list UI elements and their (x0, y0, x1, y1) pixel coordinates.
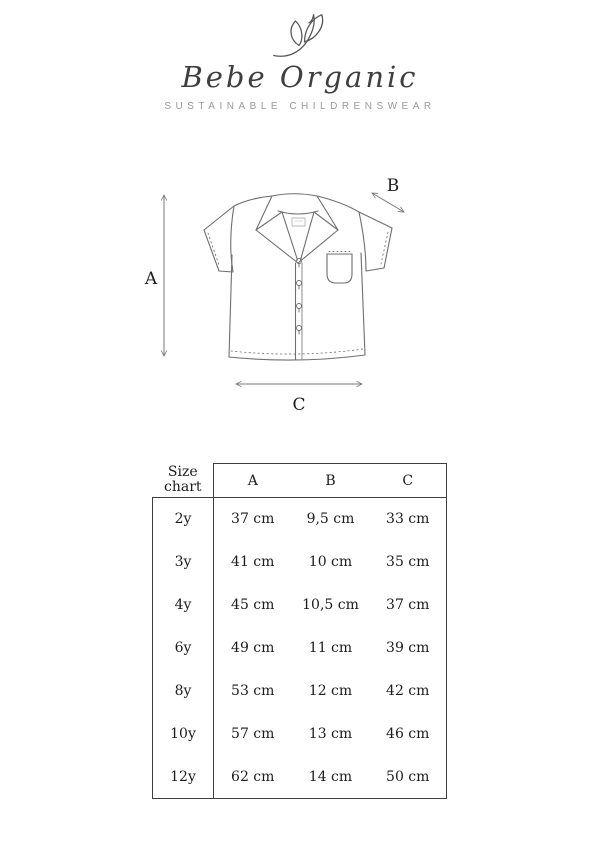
garment-diagram (0, 160, 600, 430)
size-label: 2y (153, 498, 214, 541)
table-row (153, 584, 447, 627)
value-b: 9,5 cm (306, 511, 355, 528)
size-label: 10y (153, 713, 214, 756)
value-a: 45 cm (231, 597, 275, 613)
table-row (153, 627, 447, 670)
value-a: 57 cm (231, 726, 275, 742)
table-row (153, 670, 447, 713)
value-c: 39 cm (370, 627, 447, 670)
value-c: 35 cm (370, 541, 447, 584)
value-a: 53 cm (231, 683, 275, 699)
measure-label-b: B (386, 176, 400, 196)
branch-icon (271, 12, 329, 60)
column-header-a: A (214, 464, 292, 498)
size-label: 6y (153, 627, 214, 670)
value-b: 10,5 cm (302, 597, 359, 613)
column-header-b: B (292, 464, 370, 498)
size-chart-corner-label: Size chart (153, 464, 214, 498)
value-c: 42 cm (370, 670, 447, 713)
size-label: 12y (153, 756, 214, 799)
size-table-section (152, 463, 447, 799)
table-row (153, 541, 447, 584)
value-c: 50 cm (370, 756, 447, 799)
button-icons (297, 259, 302, 335)
value-b: 10 cm (308, 554, 353, 570)
size-label: 4y (153, 584, 214, 627)
measure-label-c: C (292, 395, 306, 415)
value-b: 12 cm (308, 683, 353, 699)
value-b: 11 cm (308, 640, 353, 656)
size-table (152, 463, 447, 799)
value-a: 49 cm (231, 640, 275, 656)
value-c: 37 cm (370, 584, 447, 627)
value-a: 37 cm (231, 511, 275, 528)
column-header-c: C (370, 464, 447, 498)
size-label: 3y (153, 541, 214, 584)
value-b: 13 cm (308, 726, 353, 742)
value-c: 33 cm (370, 498, 447, 541)
table-row (153, 498, 447, 541)
size-label: 8y (153, 670, 214, 713)
value-a: 41 cm (231, 554, 275, 570)
value-b: 14 cm (292, 756, 370, 799)
brand-logo (0, 12, 600, 112)
shirt-drawing-icon (204, 194, 392, 360)
measure-label-a: A (144, 269, 158, 289)
value-a: 62 cm (214, 756, 292, 799)
brand-name: Bebe Organic (181, 60, 419, 94)
value-c: 46 cm (370, 713, 447, 756)
brand-tagline: SUSTAINABLE CHILDRENSWEAR (164, 101, 436, 112)
table-row (153, 713, 447, 756)
size-table-header-row (153, 464, 447, 498)
table-row (153, 756, 447, 799)
